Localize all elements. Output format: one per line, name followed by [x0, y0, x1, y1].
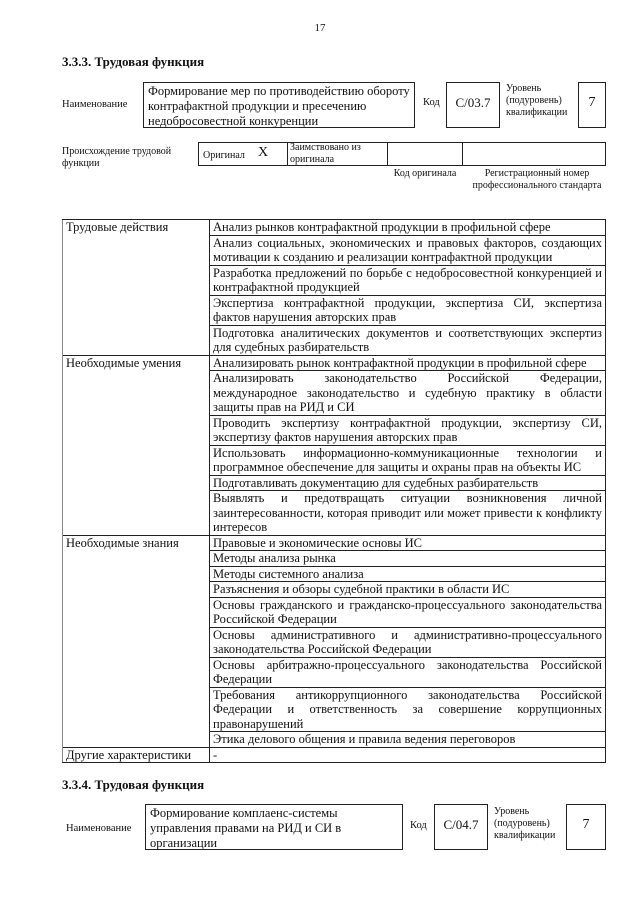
table-cell-item: Выявлять и предотвращать ситуации возникновения личной заинтересованности, которая приводит или может привести к конфликту интересов — [210, 491, 606, 536]
table-cell-item: Подготавливать документацию для судебных разбирательств — [210, 475, 606, 491]
labor-function-table — [62, 219, 606, 763]
section-title-2: 3.3.4. Трудовая функция — [62, 777, 205, 792]
category-label: Другие характеристики — [63, 747, 210, 763]
level-label: Уровень (подуровень) квалификации — [506, 83, 568, 118]
table-cell-item: Разработка предложений по борьбе с недобросовестной конкуренцией и контрафактной продукцией — [210, 265, 606, 295]
level-value-box-2: 7 — [566, 804, 606, 850]
table-row — [63, 535, 606, 551]
table-cell-item: Основы административного и административно-процессуального законодательства Российской Федерации — [210, 627, 606, 657]
category-label: Трудовые действия — [63, 220, 210, 356]
level-value-box: 7 — [578, 82, 606, 128]
original-label: Оригинал — [203, 150, 245, 161]
borrowed-label: Заимствовано из оригинала — [290, 142, 361, 165]
table-cell-item: - — [210, 747, 606, 763]
category-label: Необходимые знания — [63, 535, 210, 747]
level-label-2: Уровень (подуровень) квалификации — [494, 806, 556, 841]
table-cell-item: Проводить экспертизу контрафактной продукции, экспертизу СИ, экспертизу фактов нарушения авторских прав — [210, 415, 606, 445]
original-mark: X — [258, 145, 269, 160]
table-row — [63, 220, 606, 236]
code-original-caption: Код оригинала — [393, 168, 457, 179]
function-name-box: Формирование мер по противодействию обороту контрафактной продукции и пресечению недобросовестной конкуренции — [143, 82, 415, 128]
code-label-2: Код — [410, 820, 427, 831]
table-cell-item: Основы гражданского и гражданско-процессуального законодательства Российской Федерации — [210, 597, 606, 627]
table-cell-item: Этика делового общения и правила ведения переговоров — [210, 732, 606, 748]
table-cell-item: Разъяснения и обзоры судебной практики в области ИС — [210, 582, 606, 598]
section-title: 3.3.3. Трудовая функция — [62, 54, 205, 69]
table-cell-item: Основы арбитражно-процессуального законодательства Российской Федерации — [210, 657, 606, 687]
name-label-2: Наименование — [66, 823, 132, 834]
table-cell-item: Подготовка аналитических документов и соответствующих экспертиз для судебных разбирательств — [210, 325, 606, 355]
table-row — [63, 355, 606, 371]
table-row — [63, 747, 606, 763]
code-value-box-2: С/04.7 — [434, 804, 488, 850]
table-cell-item: Методы системного анализа — [210, 566, 606, 582]
table-cell-item: Методы анализа рынка — [210, 551, 606, 567]
table-cell-item: Использовать информационно-коммуникационные технологии и программное обеспечение для защиты и охраны прав на объекты ИС — [210, 445, 606, 475]
category-label: Необходимые умения — [63, 355, 210, 535]
table-cell-item: Экспертиза контрафактной продукции, экспертиза СИ, экспертиза фактов нарушения авторских прав — [210, 295, 606, 325]
reg-number-caption: Регистрационный номер профессионального стандарта — [472, 168, 602, 191]
code-label: Код — [423, 97, 440, 108]
origin-label: Происхождение трудовой функции — [62, 146, 172, 169]
table-cell-item: Требования антикоррупционного законодательства Российской Федерации и ответственность за совершение коррупционных правонарушений — [210, 687, 606, 732]
function-name-box-2: Формирование комплаенс-системы управления правами на РИД и СИ в организации — [145, 804, 403, 850]
table-cell-item: Анализ социальных, экономических и правовых факторов, создающих мотивации к созданию и реализации контрафактной продукции — [210, 235, 606, 265]
table-cell-item: Анализ рынков контрафактной продукции в профильной сфере — [210, 220, 606, 236]
name-label: Наименование — [62, 99, 128, 110]
table-cell-item: Анализировать законодательство Российской Федерации, международное законодательство и судебную практику в области защиты прав на РИД и СИ — [210, 371, 606, 416]
page-number: 17 — [314, 22, 326, 34]
code-value-box: С/03.7 — [446, 82, 500, 128]
table-cell-item: Анализировать рынок контрафактной продукции в профильной сфере — [210, 355, 606, 371]
table-cell-item: Правовые и экономические основы ИС — [210, 535, 606, 551]
